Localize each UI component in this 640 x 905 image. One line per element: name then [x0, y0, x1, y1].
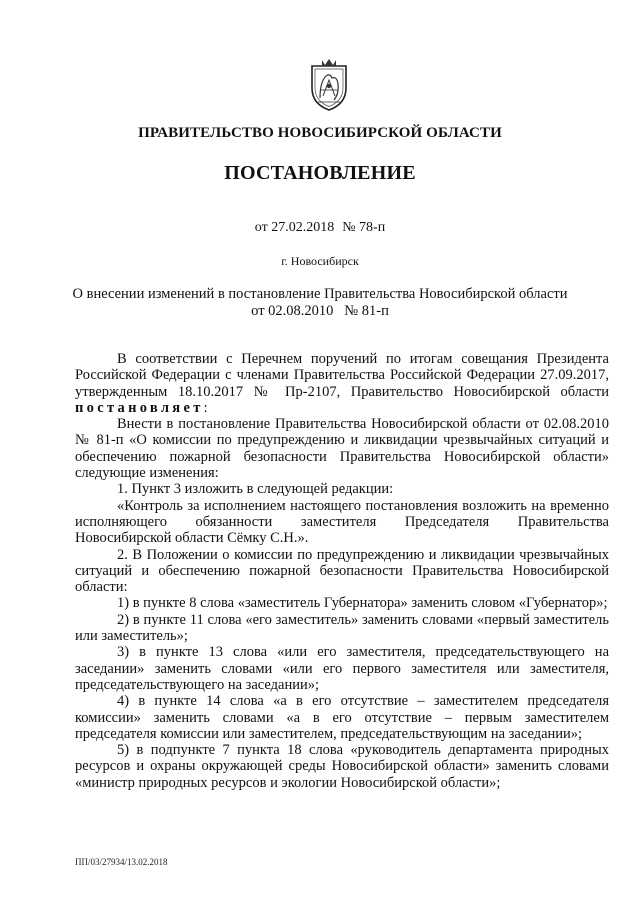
coat-of-arms-emblem	[308, 58, 350, 112]
document-number: № 78-п	[342, 220, 386, 235]
subject-line-2: от 02.08.2010 № 81-п	[251, 302, 389, 319]
paragraph-subitem-2: 2) в пункте 11 слова «его заместитель» заменить словами «первый заместитель или заместитель»;	[75, 611, 609, 645]
paragraph-subitem-5: 5) в подпункте 7 пункта 18 слова «руководитель департамента природных ресурсов и охраны окружающей среды Новосибирской области» заменить словами «министр природных ресурсов и экологии Новосибирской области»;	[75, 742, 609, 791]
paragraph-item-2: 2. В Положении о комиссии по предупреждению и ликвидации чрезвычайных ситуаций и обеспечению пожарной безопасности Правительства Новосибирской области:	[75, 546, 609, 596]
document-date: от 27.02.2018	[254, 220, 335, 235]
paragraph-new-wording: «Контроль за исполнением настоящего постановления возложить на временно исполняющего обязанности заместителя Председателя Правительства Новосибирской области Сёмку С.Н.».	[75, 497, 609, 547]
document-body	[75, 351, 609, 791]
paragraph-subitem-1: 1) в пункте 8 слова «заместитель Губернатора» заменить словом «Губернатор»;	[117, 595, 608, 612]
city-line: г. Новосибирск	[281, 254, 359, 268]
document-footer-code: ПП/03/27934/13.02.2018	[75, 857, 168, 867]
paragraph-subitem-3: 3) в пункте 13 слова «или его заместителя, председательствующего на заседании» заменить словами «или его первого заместителя или заместителя, председательствующего на заседании»;	[75, 644, 609, 693]
paragraph-item-1: 1. Пункт 3 изложить в следующей редакции:	[117, 481, 394, 498]
preamble-colon: :	[203, 399, 208, 416]
paragraph-subitem-4: 4) в пункте 14 слова «а в его отсутствие – заместителем председателя комиссии» заменить словами «а в его отсутствие – первым заместителем председателя комиссии или заместителем, председательствующим на заседании»;	[75, 693, 609, 742]
paragraph-preamble	[75, 351, 609, 416]
document-subject	[0, 286, 640, 319]
subject-line-1: О внесении изменений в постановление Правительства Новосибирской области	[72, 286, 568, 302]
paragraph-introduce-changes: Внести в постановление Правительства Новосибирской области от 02.08.2010 № 81-п «О комиссии по предупреждению и ликвидации чрезвычайных ситуаций и обеспечению пожарной безопасности Правительства Новосибирской области» следующие изменения:	[75, 416, 609, 482]
organization-title: ПРАВИТЕЛЬСТВО НОВОСИБИРСКОЙ ОБЛАСТИ	[138, 125, 502, 141]
document-type-heading: ПОСТАНОВЛЕНИЕ	[224, 162, 416, 184]
resolve-word: постановляет	[75, 399, 204, 416]
preamble-text: В соответствии с Перечнем поручений по итогам совещания Президента Российской Федерации с членами Правительства Российской Федерации 27.09.2017, утвержденным 18.10.2017 № Пр-2107, Правительство Новосибирской области	[75, 351, 609, 400]
date-number-line	[0, 220, 640, 236]
